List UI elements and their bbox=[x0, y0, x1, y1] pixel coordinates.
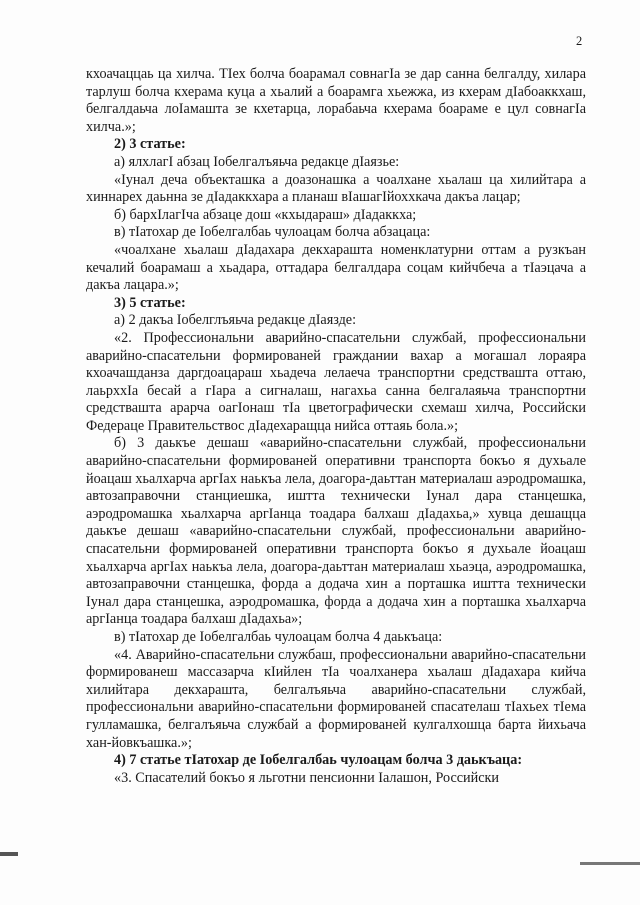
paragraph: кхоачаццаь ца хилча. ТІех болча боарамал совнагІа зе дар санна белгалду, хилара тарлуш болча кхерама куца а хьалий а боарамга хьежжа, из кхерам дІабоаккхаш, белгалдаьча лоІамашта зе кхетарца, лорабаьча кхерама боараме е цул совнагІа хилча.»; bbox=[86, 66, 586, 135]
paragraph: «чоалхане хьалаш дІадахара декхараштa номенклатурни оттам а рузкъан кечалий боарамаш а хьадара, оттадара белгалдара соцам кийчбеча а тІаэцача а дакъа лацара.»; bbox=[86, 241, 586, 294]
section-heading: 2) 3 статье: bbox=[114, 136, 186, 153]
paragraph: в) тІатохар де Іобелгалбаь чулоацам болча 4 даькъаца: bbox=[114, 629, 443, 645]
document-body bbox=[86, 66, 586, 787]
paragraph: б) бархІлагІча абзаце дош «кхыдараш» дІадаккха; bbox=[114, 206, 417, 223]
page-number: 2 bbox=[576, 34, 583, 48]
paragraph: «2. Профессиональни аварийно-спасательни службай, профессиональни аварийно-спасательни формированей граждании вахар а могашал лораяра кхоачашданза даргдоацараш хьадеча лелаеча транспортни средствашта оттаю, лаьрххІа бесай а гІара а сигналаш, нагахьа санна белгалаяьча транспортни средствашта арарча оагІонаш тІа цветографически схемаш хилча, Российски Федераце Правительствос дІадехаращца нийса оттаяь бола.»; bbox=[86, 329, 586, 434]
paragraph: б) 3 даькъе дешаш «аварийно-спасательни службай, профессиональни аварийно-спасательни формированей оперативни транспорта бокъо я духьале йоацаш хьалхарча аргІах наькъа лела, доагора-даьттан материалаш аэродромашка, автозаправочни станциешка, иштта технически Іунал дара станцешка, аэродромашка хьалхарча аргІанца тоадара балхаш дІадахьа,» хувца дешащца даькъе дешаш «аварийно-спасательни службай, профессиональни аварийно-спасательни формированей оперативни транспорта бокъо я духьале йоацаш хьалхарча аргІах наькъа лела, доагора-даьттан материалаш хьаэца, аэродромашка, автозаправочни станцешка, форда а додача хин а порташка иштта технически Іунал дара станцешка, аэродромашка, форда а додача хин а порташка хьалхарча аргІанца тоадара балхаш дІадахьа»; bbox=[86, 435, 586, 628]
paragraph: в) тІатохар де Іобелгалбаь чулоацам болча абзацаца: bbox=[114, 224, 431, 241]
paragraph: «3. Спасателий бокъо я льготни пенсионни Іалашон, Российски bbox=[114, 769, 500, 786]
paragraph: а) ялхлагІ абзац Іобелгалъяьча редакце дІаязье: bbox=[114, 153, 400, 170]
paragraph: «4. Аварийно-спасательни службаш, профессиональни аварийно-спасательни формированеш массазарча кІийлен тІа чоалханера хьалаш дІадахара кийча хилийтара декхараштa, белгалъяьча аварийно-спасательни службай, профессиональни аварийно-спасательни формированей спасателаш тІахьех тІема гулламашка, белгалъяьча службай а формированей кулгалхошца барта йихьача хан-йовкъашка.»; bbox=[86, 646, 586, 751]
section-heading: 4) 7 статье тІатохар де Іобелгалбаь чулоацам болча 3 даькъаца: bbox=[114, 752, 523, 769]
paragraph: «Іунал деча объекташка а доазонашка а чоалхане хьалаш ца хилийтара а хиннарех даьнна зе дІадаккхара а планаш вІашагІйоххкача дакъа лацар; bbox=[86, 171, 586, 206]
scan-mark-right bbox=[580, 862, 640, 865]
section-heading: 3) 5 статье: bbox=[114, 294, 186, 311]
paragraph: а) 2 дакъа Іобелглъяьча редакце дІаязде: bbox=[114, 312, 357, 329]
scan-mark-left bbox=[0, 852, 18, 856]
